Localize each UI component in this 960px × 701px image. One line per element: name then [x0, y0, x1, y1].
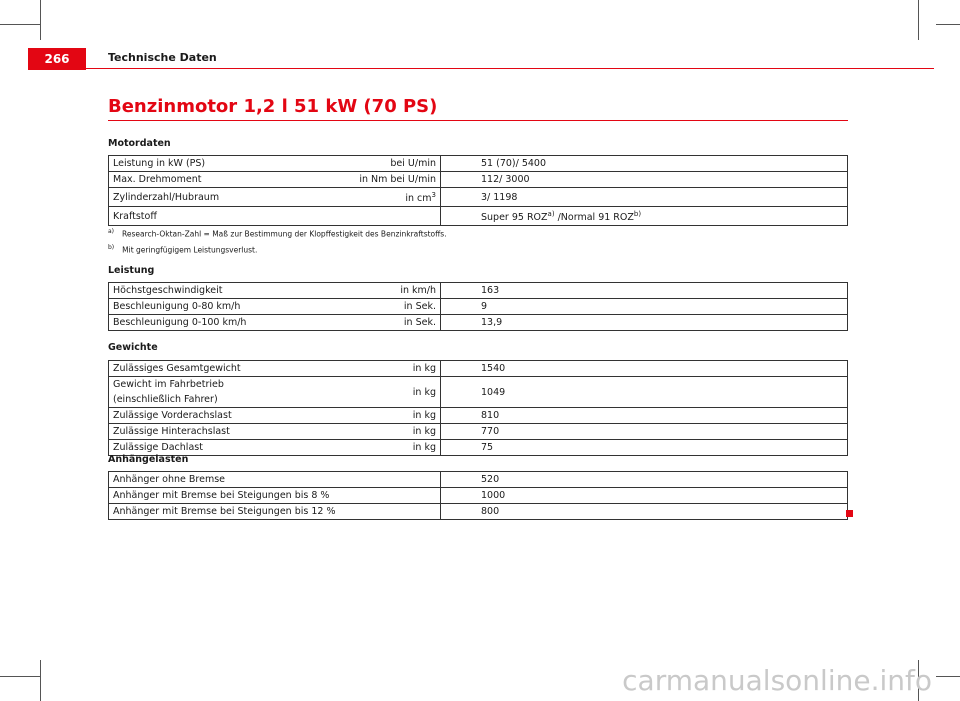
row-name: Leistung in kW (PS) [109, 156, 293, 172]
table-row [109, 408, 848, 424]
table-row [109, 283, 848, 299]
leistung-heading: Leistung [108, 265, 155, 276]
page-number: 266 [28, 48, 86, 70]
table-row [109, 424, 848, 440]
motordaten-heading: Motordaten [108, 138, 171, 149]
row-name: Anhänger mit Bremse bei Steigungen bis 12 % [109, 504, 441, 520]
table-row [109, 172, 848, 188]
row-value: 13,9 [441, 315, 848, 331]
row-name: Beschleunigung 0-100 km/h [109, 315, 293, 331]
crop-mark [0, 24, 40, 25]
table-row [109, 440, 848, 456]
row-unit: in kg [292, 377, 441, 408]
row-unit: in kg [292, 440, 441, 456]
crop-mark [40, 0, 41, 40]
motordaten-table [108, 155, 848, 226]
footnote-ref-a: a) [547, 210, 555, 219]
row-name: Höchstgeschwindigkeit [109, 283, 293, 299]
row-unit: in kg [292, 361, 441, 377]
row-name: Beschleunigung 0-80 km/h [109, 299, 293, 315]
row-unit: in kg [292, 408, 441, 424]
row-name: Zylinderzahl/Hubraum [109, 188, 293, 207]
row-value: 1540 [441, 361, 848, 377]
table-row [109, 156, 848, 172]
row-unit: in Nm bei U/min [292, 172, 441, 188]
leistung-table [108, 282, 848, 331]
anhaengelasten-heading: Anhängelasten [108, 454, 189, 465]
section-header: Technische Daten [108, 51, 217, 64]
table-row [109, 504, 848, 520]
row-value: 810 [441, 408, 848, 424]
row-value: 75 [441, 440, 848, 456]
row-name: Anhänger mit Bremse bei Steigungen bis 8 % [109, 488, 441, 504]
row-unit [292, 207, 441, 226]
crop-mark [0, 676, 40, 677]
row-value: 1049 [441, 377, 848, 408]
gewichte-heading: Gewichte [108, 342, 158, 353]
section-end-marker [846, 510, 853, 517]
row-name: Gewicht im Fahrbetrieb (einschließlich Fahrer) [109, 377, 293, 408]
row-unit: in km/h [292, 283, 441, 299]
anhaengelasten-table [108, 471, 848, 520]
footnote-text: Mit geringfügigem Leistungsverlust. [122, 245, 258, 255]
row-unit [292, 188, 441, 207]
row-name: Max. Drehmoment [109, 172, 293, 188]
table-row [109, 299, 848, 315]
table-row [109, 488, 848, 504]
page-title: Benzinmotor 1,2 l 51 kW (70 PS) [108, 96, 438, 117]
footnote-text: Research-Oktan-Zahl = Maß zur Bestimmung der Klopffestigkeit des Benzinkraftstoffs. [122, 229, 447, 239]
crop-mark [40, 660, 41, 701]
row-name: Anhänger ohne Bremse [109, 472, 441, 488]
footnote [108, 244, 257, 255]
row-value: 520 [441, 472, 848, 488]
row-value: 3/ 1198 [441, 188, 848, 207]
title-divider [108, 120, 848, 121]
row-value: 112/ 3000 [441, 172, 848, 188]
row-name: Zulässige Hinterachslast [109, 424, 293, 440]
row-value: 51 (70)/ 5400 [441, 156, 848, 172]
crop-mark [936, 24, 960, 25]
header-divider [86, 68, 934, 69]
row-value: 1000 [441, 488, 848, 504]
footnote-mark: b) [108, 244, 115, 251]
table-row [109, 472, 848, 488]
row-unit: bei U/min [292, 156, 441, 172]
value-text-mid: /Normal 91 ROZ [554, 212, 634, 224]
row-name: Zulässige Vorderachslast [109, 408, 293, 424]
footnote-mark: a) [108, 228, 115, 235]
table-row [109, 188, 848, 207]
row-unit: in kg [292, 424, 441, 440]
row-name: Kraftstoff [109, 207, 293, 226]
row-value [441, 207, 848, 226]
unit-text: in cm [405, 193, 432, 205]
row-value: 163 [441, 283, 848, 299]
row-value: 770 [441, 424, 848, 440]
row-value: 800 [441, 504, 848, 520]
crop-mark [936, 676, 960, 677]
unit-superscript: 3 [431, 191, 436, 199]
table-row [109, 207, 848, 226]
row-unit: in Sek. [292, 299, 441, 315]
watermark: carmanualsonline.info [622, 664, 932, 697]
table-row [109, 315, 848, 331]
value-text: Super 95 ROZ [481, 212, 548, 224]
row-name: Zulässiges Gesamtgewicht [109, 361, 293, 377]
row-value: 9 [441, 299, 848, 315]
gewichte-table [108, 360, 848, 456]
crop-mark [918, 0, 919, 40]
row-name: Zulässige Dachlast [109, 440, 293, 456]
table-row [109, 377, 848, 408]
footnote [108, 228, 447, 239]
row-unit: in Sek. [292, 315, 441, 331]
footnote-ref-b: b) [633, 210, 642, 219]
table-row [109, 361, 848, 377]
